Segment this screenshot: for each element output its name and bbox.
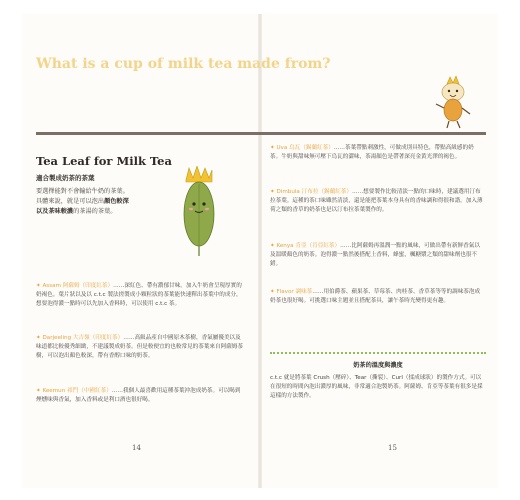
tea-name: ✦ Assam 阿薩姆（印度紅茶）: [36, 283, 114, 289]
tea-name: ✦ Dimbula 汀布拉（錫蘭紅茶）: [270, 189, 352, 195]
dotted-divider: [270, 352, 486, 354]
intro-line-2: 具體來說，就是可以泡出: [36, 198, 105, 205]
page-title: What is a cup of milk tea made from?: [36, 56, 331, 72]
section-divider: [36, 132, 486, 135]
tea-text: ……深紅色、帶有濃郁甘味。加入牛奶會呈現厚實的奶褐色。葉片狀以及以 c.t.c 製法搓製成小顆粒狀的茶葉能快速釋出茶葉中的成分，想要泡得濃一點時可以先加入香料時，可以使用 c.t.c 茶。: [36, 283, 242, 308]
intro-line-3: 的茶湯的茶葉。: [73, 208, 117, 215]
intro-text: [36, 187, 176, 217]
tea-text: ……高級品產自中國原木茶樹，香氣屬優美以及味道都比較優秀細緻，不建議製成奶茶。但是較便宜的也較常見的茶葉來自阿薩姆茶樹，可以泡出顏色較深，帶有香醇口味的奶茶。: [36, 335, 243, 360]
box-text: c.t.c 就是將茶葉 Crush（壓碎）、Tear（撕裂）、Curl（揉成球狀）的製作方式。可以在很短的時間內泡出濃厚的風味，非常適合泡製奶茶。阿薩姆、肯亞等茶葉有很多是採這樣的方法製作。: [270, 375, 483, 400]
tea-description: [270, 288, 484, 306]
tea-name: ✦ Flavor 調味茶: [270, 289, 313, 295]
tea-description: [270, 144, 484, 162]
tea-name: ✦ Kenya 肯亞（肯亞紅茶）: [270, 243, 341, 249]
tea-description: [36, 282, 246, 310]
book-spread: [22, 14, 498, 488]
tea-text: ……我個人最喜歡用這種茶葉沖泡成奶茶。可以喝到煙燻味與香氣，加入香料或是利口酒也很好喝。: [36, 388, 241, 404]
box-title: 奶茶的溫度與濃度: [353, 362, 403, 369]
tea-description: [270, 242, 484, 270]
tea-description: [270, 188, 484, 216]
tea-text: ……茶葉帶點刺激性，可做成別具特色，帶點高級感的奶茶。牛奶與甜味無可壓下烏瓦的澀味，茶湯顏色是帶著深亮金黃光澤的褐色。: [270, 145, 474, 161]
tea-name: ✦ Keemun 祁門（中國紅茶）: [36, 388, 112, 394]
page-number-left: 14: [132, 444, 141, 452]
tea-text: ……比阿薩姆再溫潤一點的風味，可做出帶有新鮮香氣以及溫暖顏色的奶茶。泡得濃一點然後搭配上香料，蜂蜜，楓糖漿之類的甜味劑也很不錯。: [270, 243, 480, 268]
tea-description: [36, 334, 246, 362]
section-subtitle: 適合製成奶茶的茶葉: [36, 174, 95, 182]
page-gutter: [258, 14, 262, 488]
section-title: Tea Leaf for Milk Tea: [36, 154, 172, 168]
tea-text: ……用伯爵茶、蘋果茶、草莓茶、肉桂茶、香草茶等等的調味茶泡成奶茶也很好喝。可挑選口味主題並且搭配茶具，讓午茶時光變得更有趣。: [270, 289, 481, 305]
tea-leaf-mascot-icon: [172, 166, 226, 262]
intro-line-1: 要選擇能對不會輸給牛奶的茶葉。: [36, 188, 129, 195]
tea-description: [36, 387, 246, 405]
tea-name: ✦ Darjeeling 大吉嶺（印度紅茶）: [36, 335, 124, 341]
page-number-right: 15: [388, 444, 397, 452]
tea-text: ……想要製作比較清淡一點的口味時，建議選用汀布拉茶葉。這種的茶口味雖然清淡，還是能把茶葉本身具有的香味調和得很和諧。加入薄荷之類的香草的奶茶也是以汀布拉茶葉製作的。: [270, 189, 483, 214]
tea-name: ✦ Uva 烏瓦（錫蘭紅茶）: [270, 145, 334, 151]
tea-leaf-mascot-icon: [432, 74, 474, 134]
intro-bold-1: 顏色較深: [104, 198, 129, 205]
intro-bold-2: 以及茶味較濃: [36, 208, 74, 215]
